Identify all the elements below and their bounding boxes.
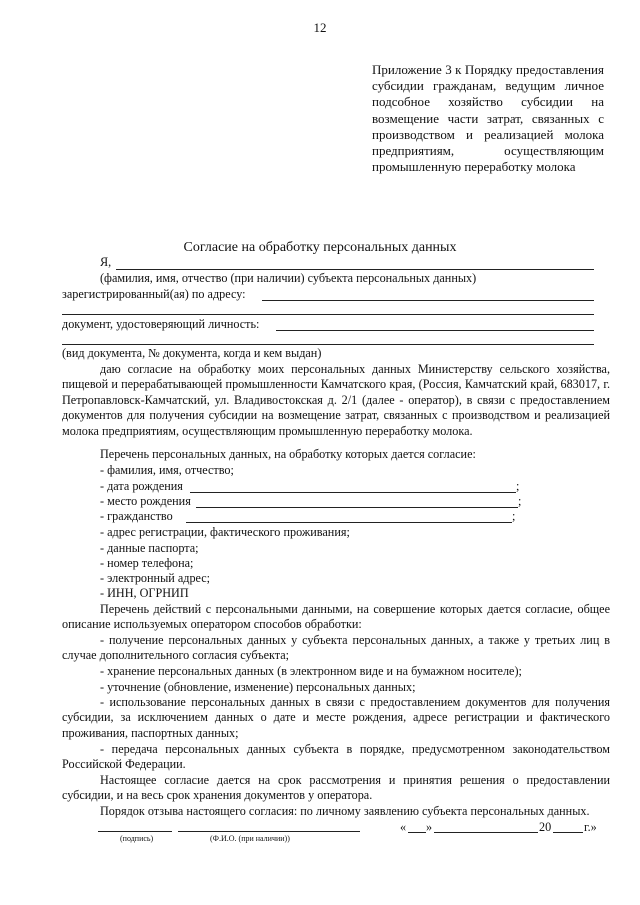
list-intro: Перечень персональных данных, на обработку которых дается согласие: [100,447,476,461]
fio-signature-hint: (Ф.И.О. (при наличии)) [210,834,290,843]
date-year-line[interactable] [553,832,583,833]
item-email: - электронный адрес; [100,571,211,585]
address-input-line[interactable] [262,300,594,301]
doc-input-line-2[interactable] [62,344,594,345]
item-fio: - фамилия, имя, отчество; [100,463,234,477]
fio-signature-line[interactable] [178,831,360,832]
action-2: - хранение персональных данных (в электронном виде и на бумажном носителе); [100,664,522,678]
revoke-paragraph: Порядок отзыва настоящего согласия: по личному заявлению субъекта персональных данных. [100,804,590,818]
birth-date-line[interactable] [190,492,516,493]
page-number: 12 [313,20,327,35]
fio-hint: (фамилия, имя, отчество (при наличии) субъекта персональных данных) [100,271,477,285]
action-1: - получение персональных данных у субъекта персональных данных, а также у третьих лиц в случае дополнительного согласия субъекта; [62,633,610,663]
actions-intro: Перечень действий с персональными данными, на совершение которых дается согласие, общее описание используемых оператором способов обработки: [62,602,610,632]
term-paragraph: Настоящее согласие дается на срок рассмотрения и принятия решения о предоставлении субсидии, и на весь срок хранения документов у оператора. [62,773,610,803]
address-label: зарегистрированный(ая) по адресу: [62,287,246,301]
action-5: - передача персональных данных субъекта в порядке, предусмотренном законодательством Российской Федерации. [62,742,610,772]
item-citizenship: - гражданство [100,509,173,523]
ya-label: Я, [100,255,112,269]
action-4: - использование персональных данных в связи с предоставлением документов для получения субсидии, за исключением данных о дате и месте рождения, адресе регистрации и фактического проживания, паспортных данных; [62,695,610,740]
fio-input-line[interactable] [116,269,594,270]
doc-hint: (вид документа, № документа, когда и кем выдан) [62,346,322,360]
date-year-prefix: 20 [539,820,552,834]
doc-label: документ, удостоверяющий личность: [62,317,260,331]
address-input-line-2[interactable] [62,314,594,315]
signature-line[interactable] [98,831,172,832]
item-birth-place: - место рождения [100,494,191,508]
item-inn: - ИНН, ОГРНИП [100,586,189,600]
birth-place-semicolon: ; [518,494,522,508]
date-quote-close: » [426,820,433,834]
birth-place-line[interactable] [196,507,518,508]
action-3: - уточнение (обновление, изменение) персональных данных; [100,680,416,694]
citizenship-semicolon: ; [512,509,516,523]
item-passport: - данные паспорта; [100,541,199,555]
date-day-line[interactable] [408,832,426,833]
signature-hint: (подпись) [120,834,154,843]
date-month-line[interactable] [434,832,538,833]
citizenship-line[interactable] [186,522,512,523]
doc-input-line[interactable] [276,330,594,331]
item-birth-date: - дата рождения [100,479,183,493]
document-title: Согласие на обработку персональных данных [183,240,457,255]
date-quote-open: « [400,820,407,834]
consent-paragraph: даю согласие на обработку моих персональных данных Министерству сельского хозяйства, пищевой и перерабатывающей промышленности Камчатского края, (Россия, Камчатский край, 683017, г. Петропавловск-Камчатский, ул. Владивостокская д. 2/1 (далее - оператор), в связи с предоставлением документов для получения субсидии на возмещение затрат, связанных с производством и реализацией молока предприятиям, осуществляющим промышленную переработку молока. [62,362,610,438]
appendix-block: Приложение 3 к Порядку предоставления субсидии гражданам, ведущим личное подсобное хозяйство субсидии на возмещение части затрат, связанных с производством и реализацией молока предприятиям, осуществляющим промышленную переработку молока [372,62,604,175]
date-year-suffix: г.» [584,820,597,834]
item-phone: - номер телефона; [100,556,194,570]
item-address: - адрес регистрации, фактического проживания; [100,525,350,539]
birth-date-semicolon: ; [516,479,520,493]
